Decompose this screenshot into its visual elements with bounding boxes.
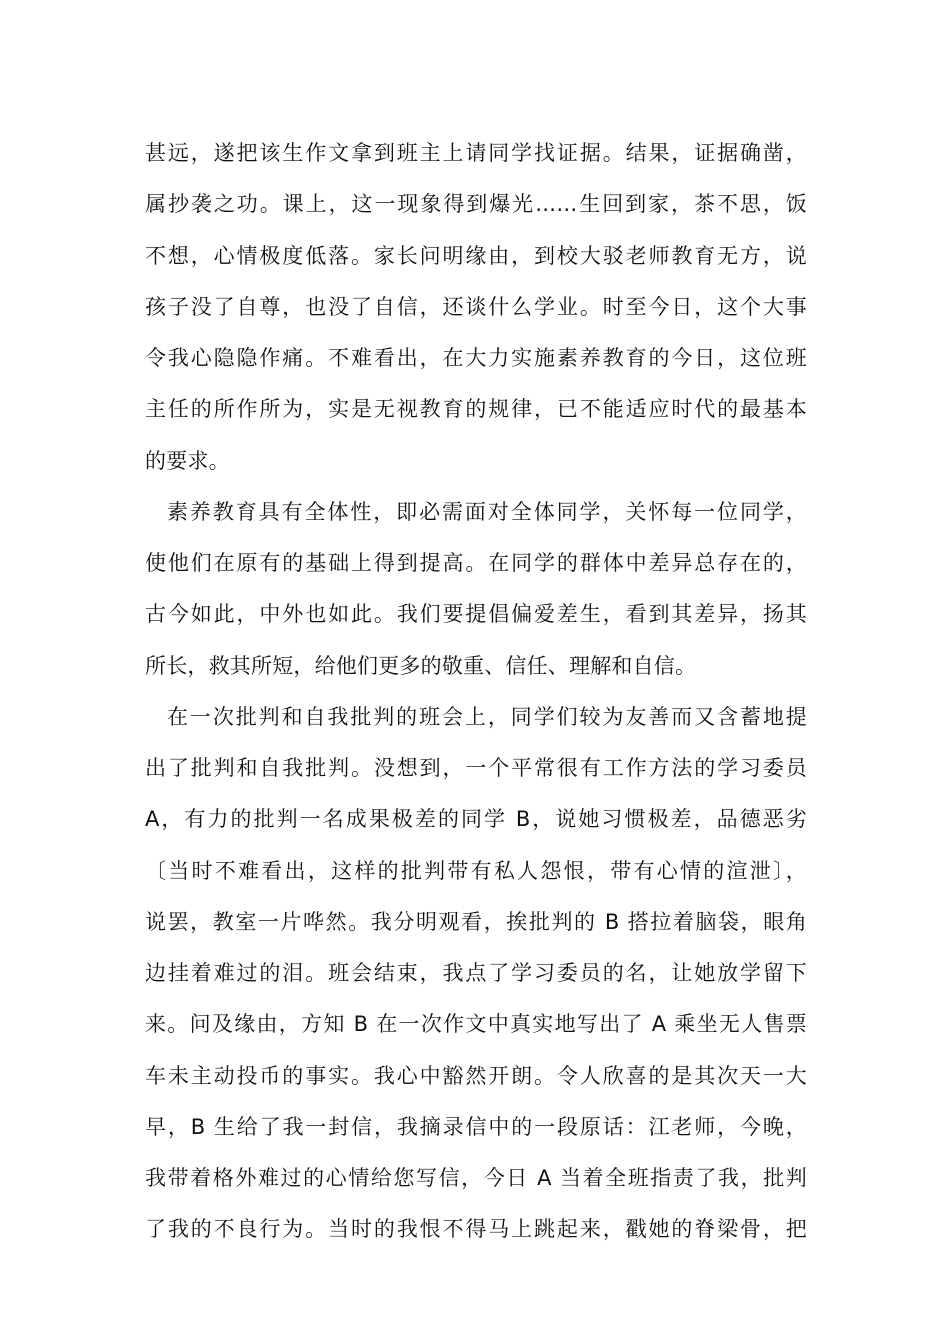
text-line: 在一次批判和自我批判的班会上，同学们较为友善而又含蓄地提 (167, 704, 807, 729)
text-line: 孩子没了自尊，也没了自信，还谈什么学业。时至今日，这个大事 (145, 294, 807, 319)
text-line: 使他们在原有的基础上得到提高。在同学的群体中差异总存在的， (145, 551, 807, 575)
text-line: 属抄袭之功。课上，这一现象得到爆光……生回到家，茶不思，饭 (145, 192, 807, 217)
text-line: 的要求。 (145, 448, 230, 473)
text-line: 令我心隐隐作痛。不难看出，在大力实施素养教育的今日，这位班 (145, 346, 807, 370)
text-line: 来。问及缘由，方知 B 在一次作文中真实地写出了 A 乘坐无人售票 (145, 1012, 807, 1037)
text-line: 了我的不良行为。当时的我恨不得马上跳起来，戳她的脊梁骨，把 (145, 1217, 807, 1242)
text-line: A，有力的批判一名成果极差的同学 B，说她习惯极差，品德恶劣 (145, 807, 807, 832)
text-line: 车未主动投币的事实。我心中豁然开朗。令人欣喜的是其次天一大 (145, 1063, 807, 1088)
body-text (145, 128, 807, 1256)
paragraph-2 (145, 487, 807, 692)
text-line: 早，B 生给了我一封信，我摘录信中的一段原话：江老师，今晚， (145, 1114, 807, 1139)
text-line: 我带着格外难过的心情给您写信，今日 A 当着全班指责了我，批判 (145, 1166, 807, 1190)
text-line: 说罢，教室一片哗然。我分明观看，挨批判的 B 搭拉着脑袋，眼角 (145, 909, 807, 934)
text-line: 不想，心情极度低落。家长问明缘由，到校大驳老师教育无方，说 (145, 243, 807, 268)
text-line: 边挂着难过的泪。班会结束，我点了学习委员的名，让她放学留下 (145, 961, 807, 985)
text-line: 素养教育具有全体性，即必需面对全体同学，关怀每一位同学， (167, 499, 807, 524)
text-line: 古今如此，中外也如此。我们要提倡偏爱差生，看到其差异，扬其 (145, 602, 807, 627)
paragraph-3 (145, 692, 807, 1256)
text-line: 出了批判和自我批判。没想到，一个平常很有工作方法的学习委员 (145, 756, 807, 780)
text-line: 主任的所作所为，实是无视教育的规律，已不能适应时代的最基本 (145, 397, 807, 422)
text-line: 〔当时不难看出，这样的批判带有私人怨恨，带有心情的渲泄〕， (145, 858, 807, 883)
paragraph-1 (145, 128, 807, 487)
text-line: 所长，救其所短，给他们更多的敬重、信任、理解和自信。 (145, 653, 697, 678)
text-line: 甚远，遂把该生作文拿到班主上请同学找证据。结果，证据确凿， (145, 141, 807, 165)
